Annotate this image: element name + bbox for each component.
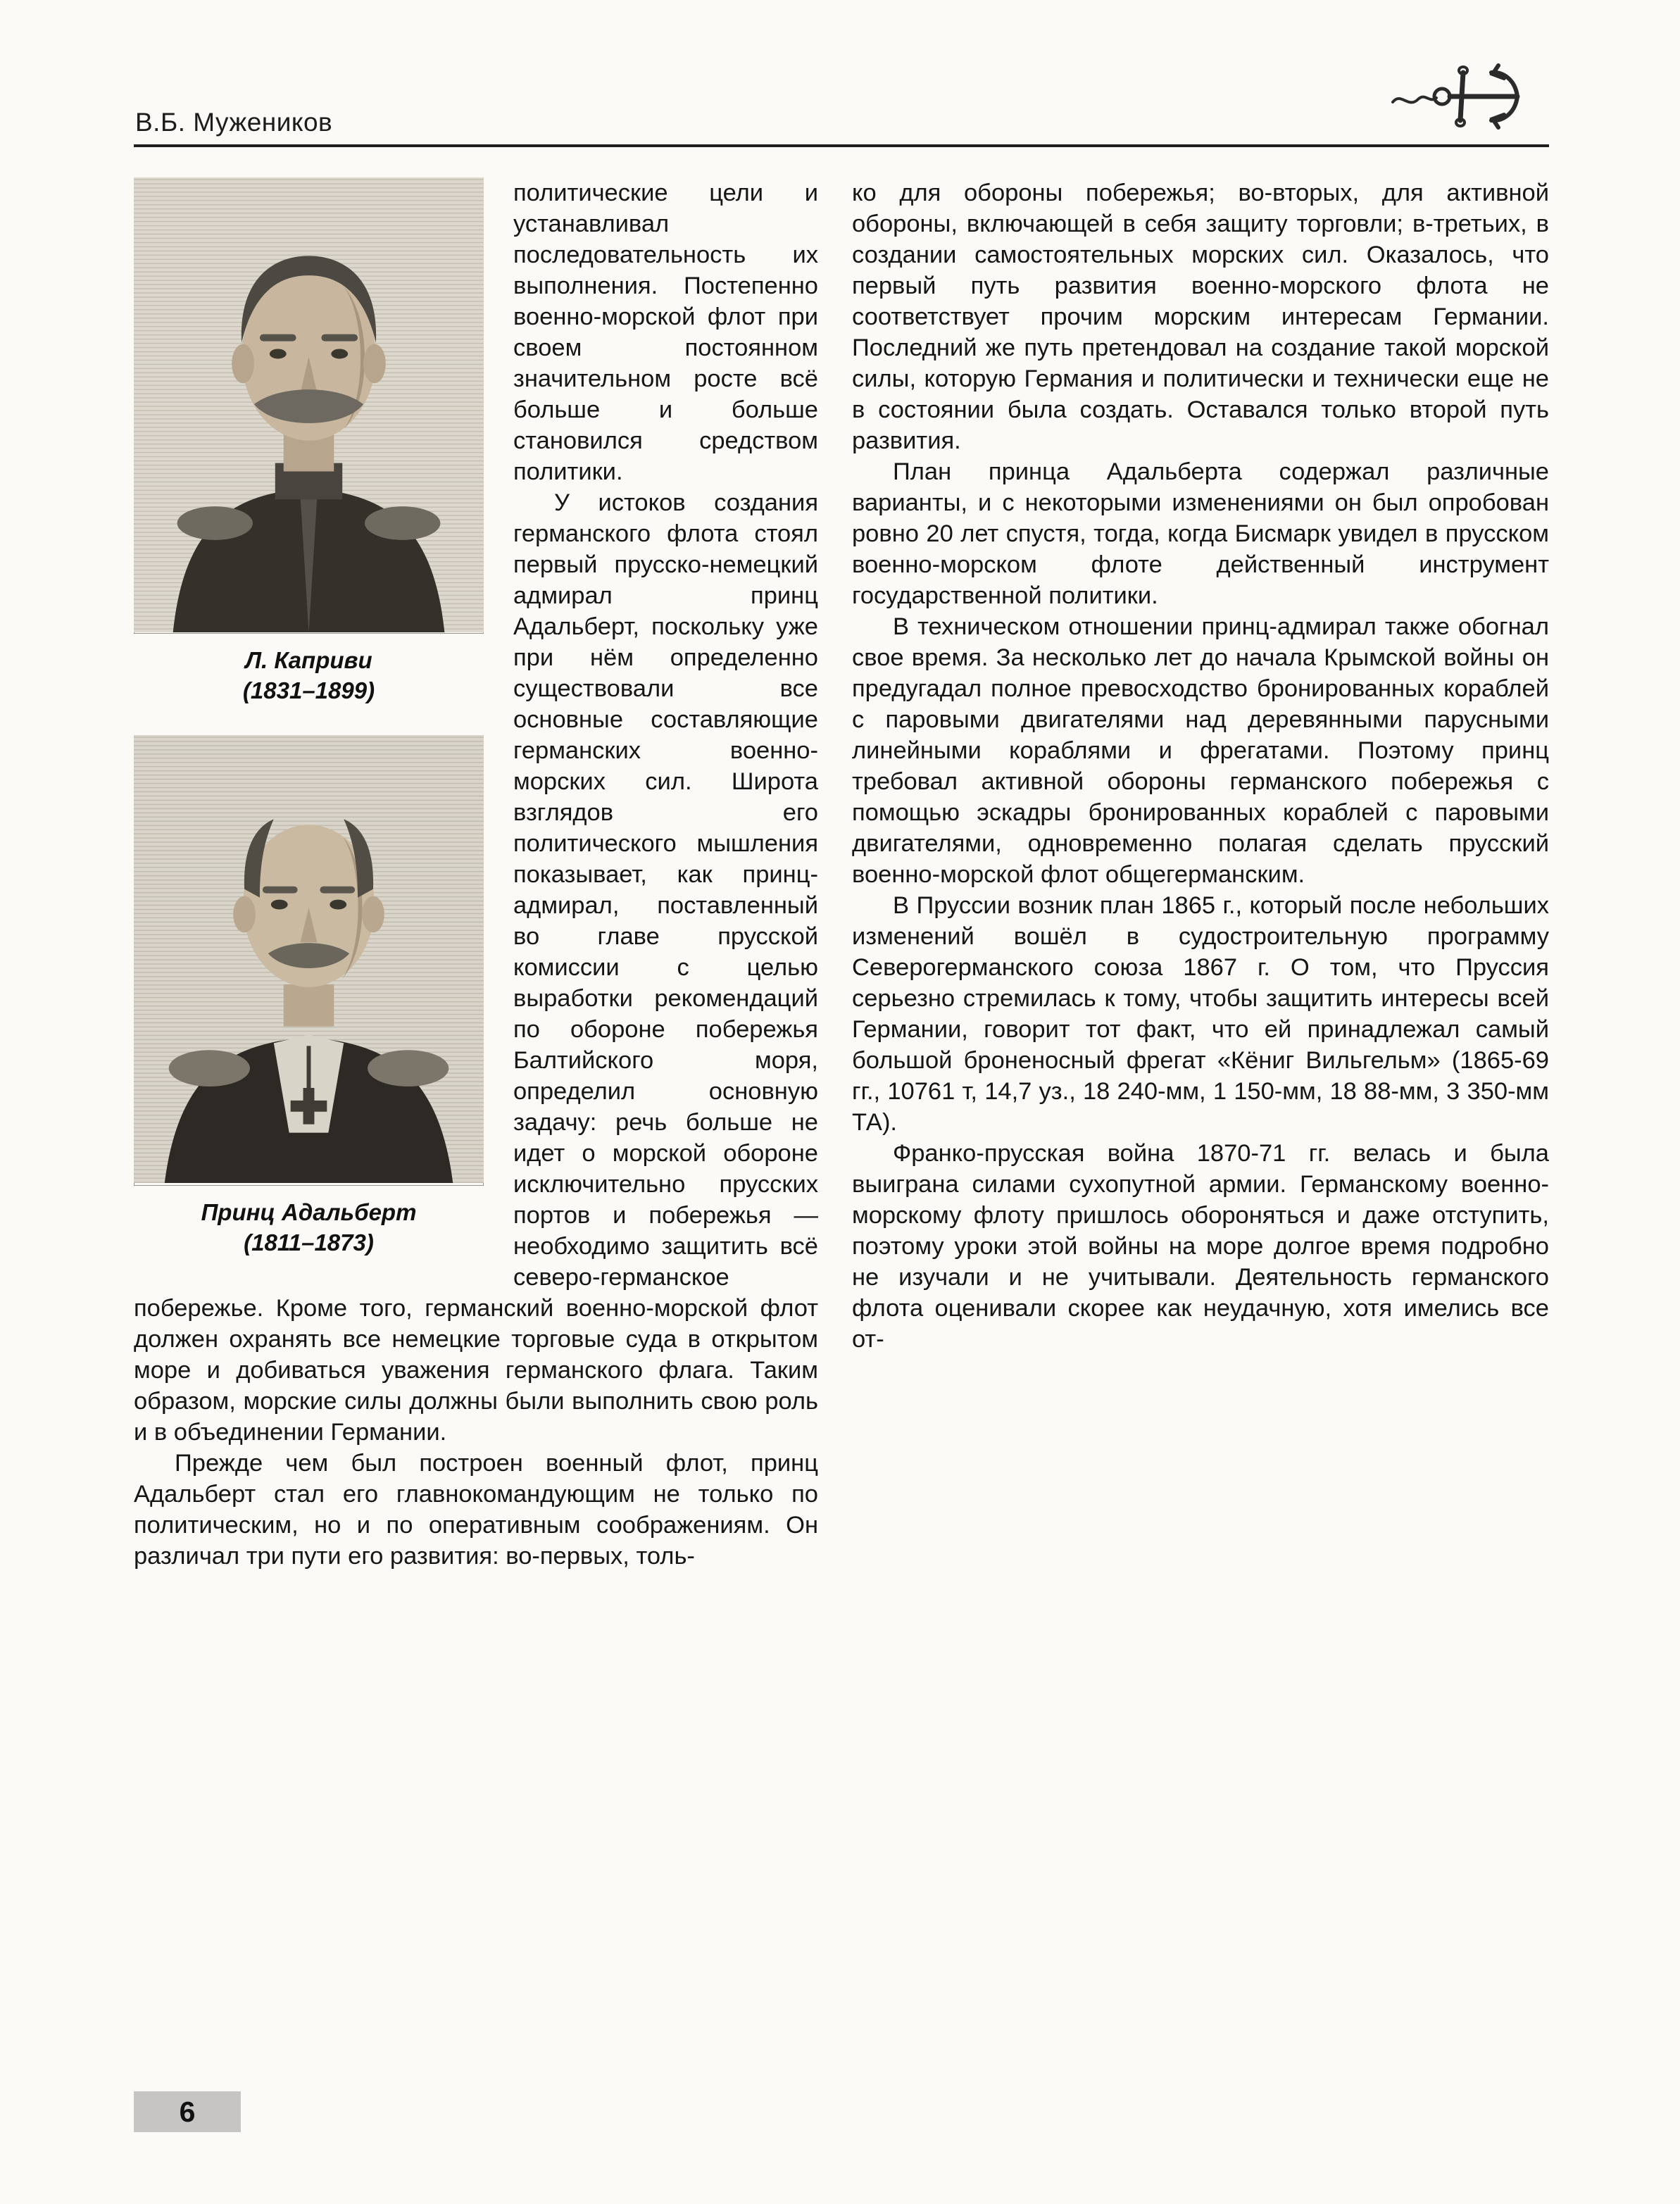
portrait-adalbert-image bbox=[134, 735, 484, 1186]
page-number: 6 bbox=[134, 2091, 241, 2132]
running-header-author: В.Б. Мужеников bbox=[135, 108, 333, 137]
figure-caption-name: Принц Адальберт bbox=[201, 1199, 417, 1225]
figure-caption-adalbert bbox=[134, 1197, 484, 1258]
left-column bbox=[134, 177, 818, 2063]
body-paragraph: ко для обороны побережья; во-вторых, для активной обороны, включающей в себя защиту торговли; в-третьих, в создании самостоятельных морских сил. Оказалось, что первый путь развития военно-морского флота не соответствует прочим морским интересам Германии. Последний же путь претендовал на создание такой морской силы, которую Германия и политически и технически еще не в состоянии была создать. Оставался только второй путь развития. bbox=[852, 180, 1549, 454]
body-paragraph: У истоков создания германского флота стоял первый прусско-немецкий адмирал принц Адальберт, поскольку уже при нём определенно существовали все основные составляющие германских военно-морских сил. Широта взглядов его политического мышления показывает, как принц-адмирал, поставленный во главе прусской комиссии с целью выработки рекомендаций по обороне побережья Балтийского моря, определил основную задачу: речь больше не идет о морской обороне исключительно прусских портов и побережья — необходимо защитить всё северо-германское побережье. Кроме того, германский военно-морской флот должен охранять все немецкие торговые суда в открытом море и добиваться уважения германского флага. Таким образом, морские силы должны были выполнить свою роль и в объединении Германии. bbox=[134, 489, 818, 1446]
figure-caption-name: Л. Каприви bbox=[245, 647, 372, 673]
body-paragraph: Прежде чем был построен военный флот, принц Адальберт стал его главнокомандующим не только по политическим, но и по оперативным соображениям. Он различал три пути его развития: во-первых, толь- bbox=[134, 1450, 818, 1570]
body-paragraph: Франко-прусская война 1870-71 гг. велась и была выиграна силами сухопутной армии. Германскому военно-морскому флоту пришлось обороняться и даже отступить, поэтому уроки этой войны на море долгое время подробно не изучали и не учитывали. Деятельность германского флота оценивали скорее как неудачную, хотя имелись все от- bbox=[852, 1140, 1549, 1353]
page-content bbox=[134, 177, 1549, 2063]
body-paragraph: политические цели и устанавливал последовательность их выполнения. Постепенно военно-морской флот при своем постоянном значительном росте всё больше и больше становился средством политики. bbox=[513, 180, 818, 485]
body-paragraph: План принца Адальберта содержал различные варианты, и с некоторыми изменениями он был опробован ровно 20 лет спустя, тогда, когда Бисмарк увидел в прусском военно-морском флоте действенный инструмент государственной политики. bbox=[852, 458, 1549, 609]
figure-caption-caprivi bbox=[134, 645, 484, 706]
header-rule bbox=[134, 144, 1549, 147]
body-paragraph: В техническом отношении принц-адмирал также обогнал свое время. За несколько лет до начала Крымской войны он предугадал полное превосходство бронированных кораблей с паровыми двигателями над деревянными парусными линейными кораблями и фрегатами. Поэтому принц требовал активной обороны германского побережья с помощью эскадры бронированных кораблей с паровыми двигателями, одновременно полагая сделать прусский военно-морской флот общегерманским. bbox=[852, 613, 1549, 888]
anchor-icon bbox=[1387, 53, 1549, 141]
portrait-caprivi-image bbox=[134, 177, 484, 634]
portrait-figure-caprivi bbox=[134, 177, 484, 706]
portrait-figure-adalbert bbox=[134, 735, 484, 1258]
page-header bbox=[134, 74, 1549, 151]
right-column bbox=[852, 177, 1549, 2063]
figure-caption-years: (1831–1899) bbox=[242, 677, 375, 703]
figure-caption-years: (1811–1873) bbox=[244, 1229, 374, 1256]
body-paragraph: В Пруссии возник план 1865 г., который после небольших изменений вошёл в судостроительную программу Северогерманского союза 1867 г. О том, что Пруссия серьезно стремилась к тому, чтобы защитить интересы всей Германии, говорит тот факт, что ей принадлежал самый большой броненосный фрегат «Кёниг Вильгельм» (1865-69 гг., 10761 т, 14,7 уз., 18 240-мм, 1 150-мм, 18 88-мм, 3 350-мм ТА). bbox=[852, 892, 1549, 1136]
